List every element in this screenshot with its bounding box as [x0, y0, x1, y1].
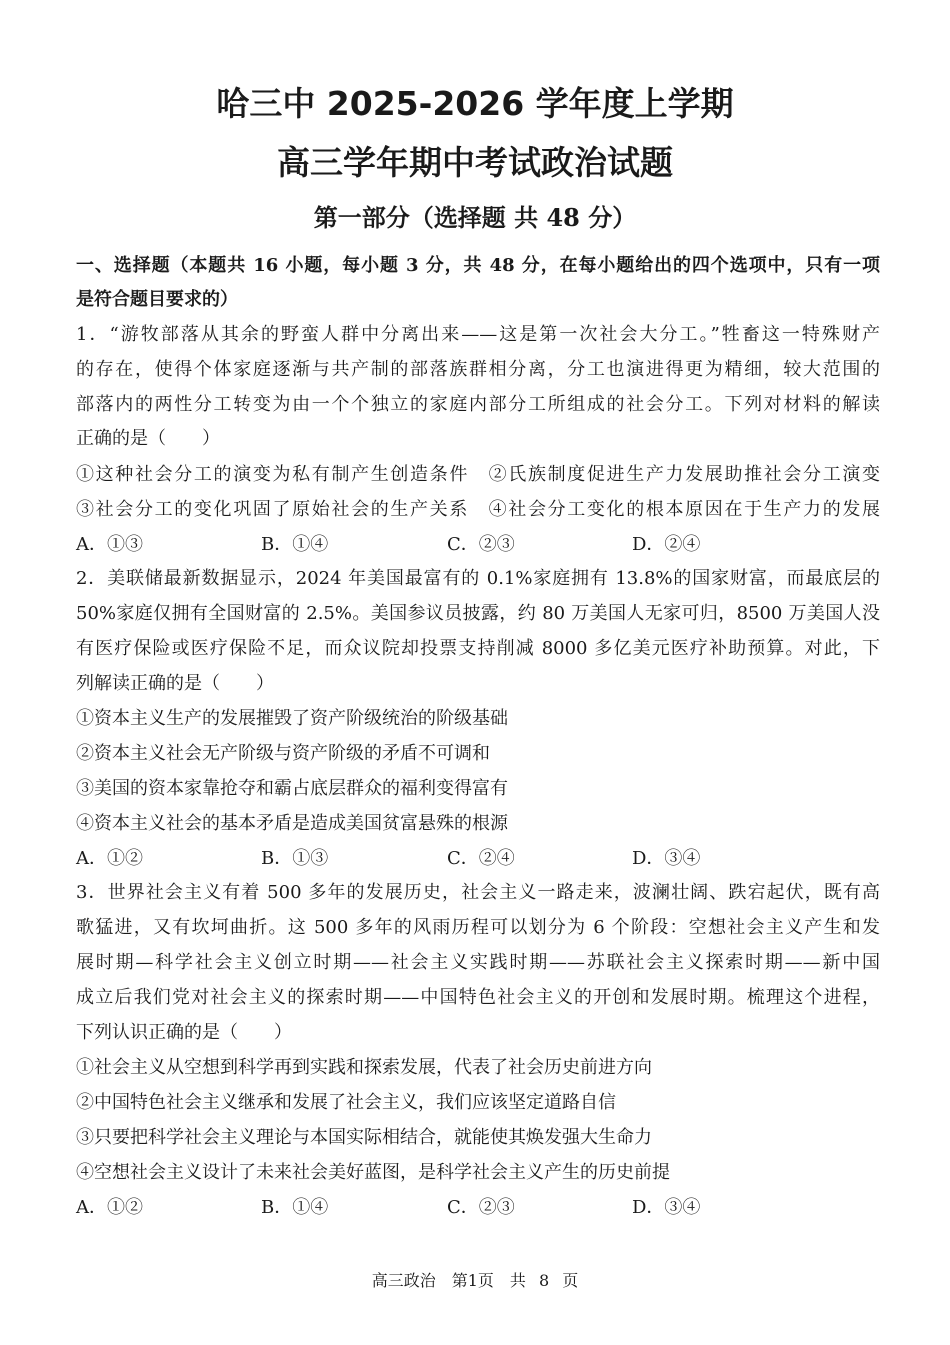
q2-statement-3: ③美国的资本家靠抢夺和霸占底层群众的福利变得富有 [76, 778, 508, 799]
q2-stem-line4: 列解读正确的是（ ） [76, 673, 274, 694]
q3-stem-line3: 展时期—科学社会主义创立时期——社会主义实践时期——苏联社会主义探索时期——新中国 [76, 952, 880, 973]
q1-stem-line4: 正确的是（ ） [76, 428, 220, 449]
q1-statement-line1: ①这种社会分工的演变为私有制产生创造条件 ②氏族制度促进生产力发展助推社会分工演变 [76, 464, 880, 485]
q2-stem-line3: 有医疗保险或医疗保险不足，而众议院却投票支持削减 8000 多亿美元医疗补助预算。对此，下 [76, 638, 880, 659]
q2-stem-line2: 50%家庭仅拥有全国财富的 2.5%。美国参议员披露，约 80 万美国人无家可归，8500 万美国人没 [76, 603, 880, 624]
q3-option-a: A．①② [76, 1197, 143, 1218]
q3-stem-line1: 3．世界社会主义有着 500 多年的发展历史，社会主义一路走来，波澜壮阔、跌宕起伏，既有高 [76, 882, 880, 903]
q3-statement-2: ②中国特色社会主义继承和发展了社会主义，我们应该坚定道路自信 [76, 1092, 616, 1113]
q2-statement-1: ①资本主义生产的发展摧毁了资产阶级统治的阶级基础 [76, 708, 508, 729]
section-instruction-line2: 是符合题目要求的） [76, 289, 238, 310]
q3-statement-3: ③只要把科学社会主义理论与本国实际相结合，就能使其焕发强大生命力 [76, 1127, 652, 1148]
exam-title-line2: 高三学年期中考试政治试题 [277, 143, 673, 182]
q3-stem-line5: 下列认识正确的是（ ） [76, 1022, 292, 1043]
q1-stem-line2: 的存在，使得个体家庭逐渐与共产制的部落族群相分离，分工也演进得更为精细，较大范围的 [76, 359, 880, 380]
q2-option-b: B．①③ [261, 848, 329, 869]
q1-stem-line1: 1．“游牧部落从其余的野蛮人群中分离出来——这是第一次社会大分工。”牲畜这一特殊财产 [76, 324, 880, 345]
exam-title-line1: 哈三中 2025-2026 学年度上学期 [216, 84, 734, 123]
q2-stem-line1: 2．美联储最新数据显示，2024 年美国最富有的 0.1%家庭拥有 13.8%的国家财富，而最底层的 [76, 568, 880, 589]
q3-option-d: D．③④ [632, 1197, 701, 1218]
q3-statement-4: ④空想社会主义设计了未来社会美好蓝图，是科学社会主义产生的历史前提 [76, 1162, 670, 1183]
q3-stem-line2: 歌猛进，又有坎坷曲折。这 500 多年的风雨历程可以划分为 6 个阶段：空想社会主义产生和发 [76, 917, 880, 938]
q1-option-c: C．②③ [447, 534, 515, 555]
q2-statement-2: ②资本主义社会无产阶级与资产阶级的矛盾不可调和 [76, 743, 490, 764]
q2-option-c: C．②④ [447, 848, 515, 869]
q1-stem-line3: 部落内的两性分工转变为由一个个独立的家庭内部分工所组成的社会分工。下列对材料的解读 [76, 394, 880, 415]
q1-option-b: B．①④ [261, 534, 329, 555]
q1-statement-line2: ③社会分工的变化巩固了原始社会的生产关系 ④社会分工变化的根本原因在于生产力的发展 [76, 499, 880, 520]
part-title: 第一部分（选择题 共 48 分） [313, 203, 637, 232]
q3-option-b: B．①④ [261, 1197, 329, 1218]
q3-stem-line4: 成立后我们党对社会主义的探索时期——中国特色社会主义的开创和发展时期。梳理这个进程， [76, 987, 880, 1008]
q3-option-c: C．②③ [447, 1197, 515, 1218]
page-footer: 高三政治 第1页 共 8 页 [371, 1271, 579, 1290]
q3-statement-1: ①社会主义从空想到科学再到实践和探索发展，代表了社会历史前进方向 [76, 1057, 652, 1078]
q2-statement-4: ④资本主义社会的基本矛盾是造成美国贫富悬殊的根源 [76, 813, 508, 834]
q1-option-d: D．②④ [632, 534, 701, 555]
q2-option-a: A．①② [76, 848, 143, 869]
section-instruction-line1: 一、选择题（本题共 16 小题，每小题 3 分，共 48 分，在每小题给出的四个选项中，只有一项 [76, 255, 880, 276]
q2-option-d: D．③④ [632, 848, 701, 869]
q1-option-a: A．①③ [76, 534, 143, 555]
